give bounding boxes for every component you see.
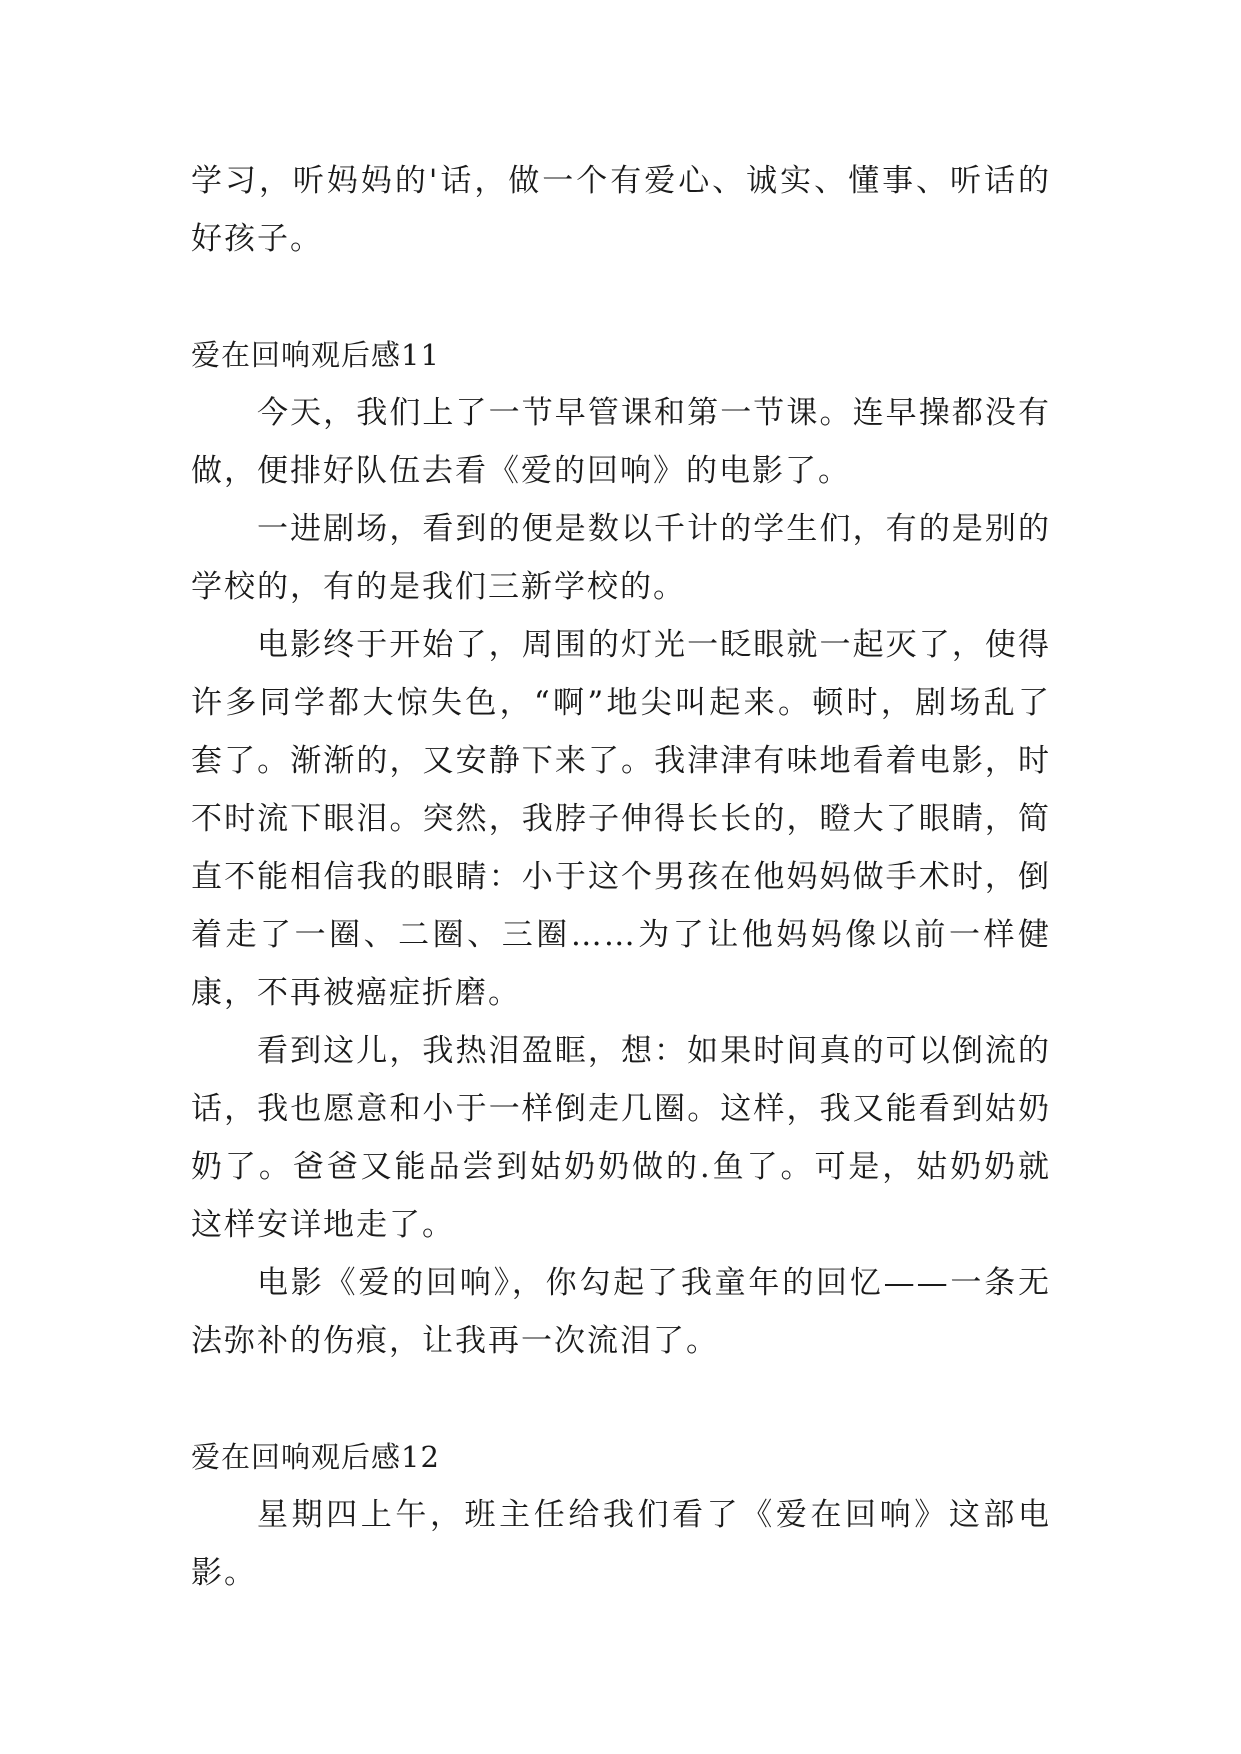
section-11-paragraph-3: 电影终于开始了，周围的灯光一眨眼就一起灭了，使得许多同学都大惊失色，“啊”地尖叫起来。顿时，剧场乱了套了。渐渐的，又安静下来了。我津津有味地看着电影，时不时流下眼泪。突然，我脖子伸得长长的，瞪大了眼睛，简直不能相信我的眼睛：小于这个男孩在他妈妈做手术时，倒着走了一圈、二圈、三圈……为了让他妈妈像以前一样健康，不再被癌症折磨。 bbox=[191, 627, 1051, 1011]
section-11-paragraph-5: 电影《爱的回响》，你勾起了我童年的回忆——一条无法弥补的伤痕，让我再一次流泪了。 bbox=[191, 1265, 1051, 1359]
section-11-paragraph-4: 看到这儿，我热泪盈眶，想：如果时间真的可以倒流的话，我也愿意和小于一样倒走几圈。这样，我又能看到姑奶奶了。爸爸又能品尝到姑奶奶做的.鱼了。可是，姑奶奶就这样安详地走了。 bbox=[191, 1033, 1051, 1243]
section-12-paragraph-1: 星期四上午，班主任给我们看了《爱在回响》这部电影。 bbox=[191, 1497, 1051, 1591]
section-11-title: 爱在回响观后感11 bbox=[191, 338, 440, 372]
section-11-paragraph-1: 今天，我们上了一节早管课和第一节课。连早操都没有做，便排好队伍去看《爱的回响》的电影了。 bbox=[191, 395, 1051, 489]
section-gap bbox=[191, 268, 1051, 326]
section-12-title: 爱在回响观后感12 bbox=[191, 1440, 440, 1474]
section-11-paragraph-2: 一进剧场，看到的便是数以千计的学生们，有的是别的学校的，有的是我们三新学校的。 bbox=[191, 511, 1051, 605]
section-gap bbox=[191, 1370, 1051, 1428]
closing-paragraph: 学习，听妈妈的'话，做一个有爱心、诚实、懂事、听话的好孩子。 bbox=[191, 163, 1051, 257]
